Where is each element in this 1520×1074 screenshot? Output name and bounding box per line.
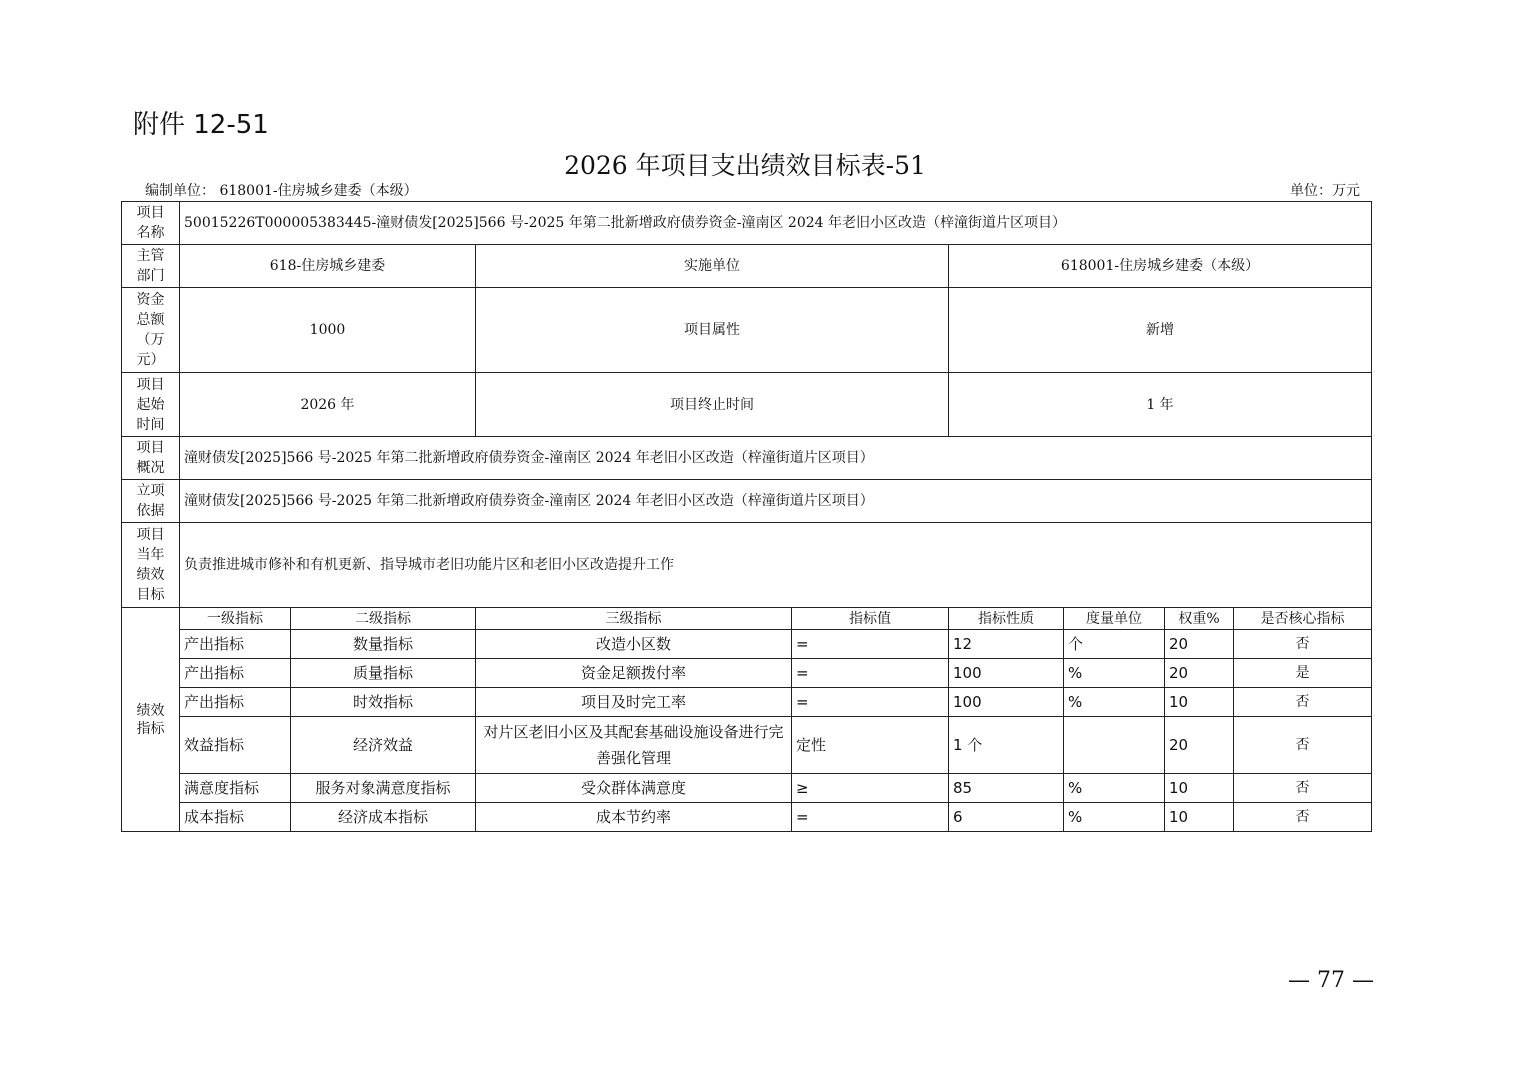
cell-l1: 效益指标 xyxy=(180,717,291,774)
cell-operator: = xyxy=(792,659,949,688)
overview-value: 潼财债发[2025]566 号-2025 年第二批新增政府债券资金-潼南区 2024 年老旧小区改造（梓潼街道片区项目） xyxy=(180,437,1372,480)
cell-weight: 20 xyxy=(1165,717,1234,774)
table-row xyxy=(122,803,1372,832)
cell-unit: % xyxy=(1064,774,1165,803)
fund-label: 资金总额（万元） xyxy=(122,288,180,373)
attr-value: 新增 xyxy=(949,288,1372,373)
cell-value: 100 xyxy=(949,688,1064,717)
project-name-value: 50015226T000005383445-潼财债发[2025]566 号-2025 年第二批新增政府债券资金-潼南区 2024 年老旧小区改造（梓潼街道片区项目） xyxy=(180,202,1372,245)
row-goal xyxy=(122,523,1372,608)
basis-value: 潼财债发[2025]566 号-2025 年第二批新增政府债券资金-潼南区 2024 年老旧小区改造（梓潼街道片区项目） xyxy=(180,480,1372,523)
cell-l2: 时效指标 xyxy=(291,688,476,717)
header-l2: 二级指标 xyxy=(291,608,476,630)
cell-l3: 改造小区数 xyxy=(476,630,792,659)
row-basis xyxy=(122,480,1372,523)
cell-operator: = xyxy=(792,630,949,659)
cell-l1: 产出指标 xyxy=(180,688,291,717)
header-l3: 三级指标 xyxy=(476,608,792,630)
cell-operator: ≥ xyxy=(792,774,949,803)
goal-value: 负责推进城市修补和有机更新、指导城市老旧功能片区和老旧小区改造提升工作 xyxy=(180,523,1372,608)
cell-l1: 成本指标 xyxy=(180,803,291,832)
cell-unit xyxy=(1064,717,1165,774)
cell-l3: 项目及时完工率 xyxy=(476,688,792,717)
row-dept xyxy=(122,245,1372,288)
table-row xyxy=(122,688,1372,717)
cell-l1: 满意度指标 xyxy=(180,774,291,803)
cell-core: 否 xyxy=(1234,774,1372,803)
start-value: 2026 年 xyxy=(180,373,476,437)
cell-l1: 产出指标 xyxy=(180,659,291,688)
indicator-header-row xyxy=(122,608,1372,630)
header-weight: 权重% xyxy=(1165,608,1234,630)
dept-value: 618-住房城乡建委 xyxy=(180,245,476,288)
cell-l1: 产出指标 xyxy=(180,630,291,659)
cell-operator: 定性 xyxy=(792,717,949,774)
prepared-by: 编制单位： 618001-住房城乡建委（本级） xyxy=(145,183,418,199)
cell-weight: 10 xyxy=(1165,688,1234,717)
fund-value: 1000 xyxy=(180,288,476,373)
cell-weight: 10 xyxy=(1165,803,1234,832)
cell-l2: 经济效益 xyxy=(291,717,476,774)
cell-l2: 经济成本指标 xyxy=(291,803,476,832)
header-value: 指标值 xyxy=(792,608,949,630)
attr-label: 项目属性 xyxy=(476,288,949,373)
goal-label: 项目当年绩效目标 xyxy=(122,523,180,608)
cell-value: 12 xyxy=(949,630,1064,659)
cell-l3: 对片区老旧小区及其配套基础设施设备进行完善强化管理 xyxy=(476,717,792,774)
cell-core: 是 xyxy=(1234,659,1372,688)
page-title: 2026 年项目支出绩效目标表-51 xyxy=(564,151,926,180)
end-value: 1 年 xyxy=(949,373,1372,437)
row-time xyxy=(122,373,1372,437)
table-row xyxy=(122,774,1372,803)
cell-l3: 成本节约率 xyxy=(476,803,792,832)
cell-weight: 20 xyxy=(1165,659,1234,688)
cell-l2: 质量指标 xyxy=(291,659,476,688)
cell-operator: = xyxy=(792,688,949,717)
cell-weight: 20 xyxy=(1165,630,1234,659)
header-nature: 指标性质 xyxy=(949,608,1064,630)
header-unit: 度量单位 xyxy=(1064,608,1165,630)
row-overview xyxy=(122,437,1372,480)
cell-value: 6 xyxy=(949,803,1064,832)
table-row xyxy=(122,659,1372,688)
row-project-name xyxy=(122,202,1372,245)
cell-unit: % xyxy=(1064,803,1165,832)
row-fund xyxy=(122,288,1372,373)
impl-label: 实施单位 xyxy=(476,245,949,288)
cell-core: 否 xyxy=(1234,717,1372,774)
cell-core: 否 xyxy=(1234,630,1372,659)
project-name-label: 项目名称 xyxy=(122,202,180,245)
table-row xyxy=(122,630,1372,659)
cell-l3: 受众群体满意度 xyxy=(476,774,792,803)
cell-operator: = xyxy=(792,803,949,832)
cell-l2: 服务对象满意度指标 xyxy=(291,774,476,803)
cell-weight: 10 xyxy=(1165,774,1234,803)
cell-value: 100 xyxy=(949,659,1064,688)
cell-core: 否 xyxy=(1234,803,1372,832)
dept-label: 主管部门 xyxy=(122,245,180,288)
cell-l2: 数量指标 xyxy=(291,630,476,659)
attachment-label: 附件 12-51 xyxy=(133,110,269,140)
unit-label: 单位：万元 xyxy=(1290,183,1360,199)
header-l1: 一级指标 xyxy=(180,608,291,630)
cell-unit: % xyxy=(1064,688,1165,717)
cell-l3: 资金足额拨付率 xyxy=(476,659,792,688)
cell-value: 1 个 xyxy=(949,717,1064,774)
end-label: 项目终止时间 xyxy=(476,373,949,437)
cell-value: 85 xyxy=(949,774,1064,803)
impl-value: 618001-住房城乡建委（本级） xyxy=(949,245,1372,288)
table-row xyxy=(122,717,1372,774)
performance-table xyxy=(121,201,1372,832)
cell-core: 否 xyxy=(1234,688,1372,717)
cell-unit: 个 xyxy=(1064,630,1165,659)
basis-label: 立项依据 xyxy=(122,480,180,523)
header-core: 是否核心指标 xyxy=(1234,608,1372,630)
cell-unit: % xyxy=(1064,659,1165,688)
start-label: 项目起始时间 xyxy=(122,373,180,437)
indicators-label: 绩效指标 xyxy=(122,608,180,832)
overview-label: 项目概况 xyxy=(122,437,180,480)
page-number: — 77 — xyxy=(1288,968,1374,993)
